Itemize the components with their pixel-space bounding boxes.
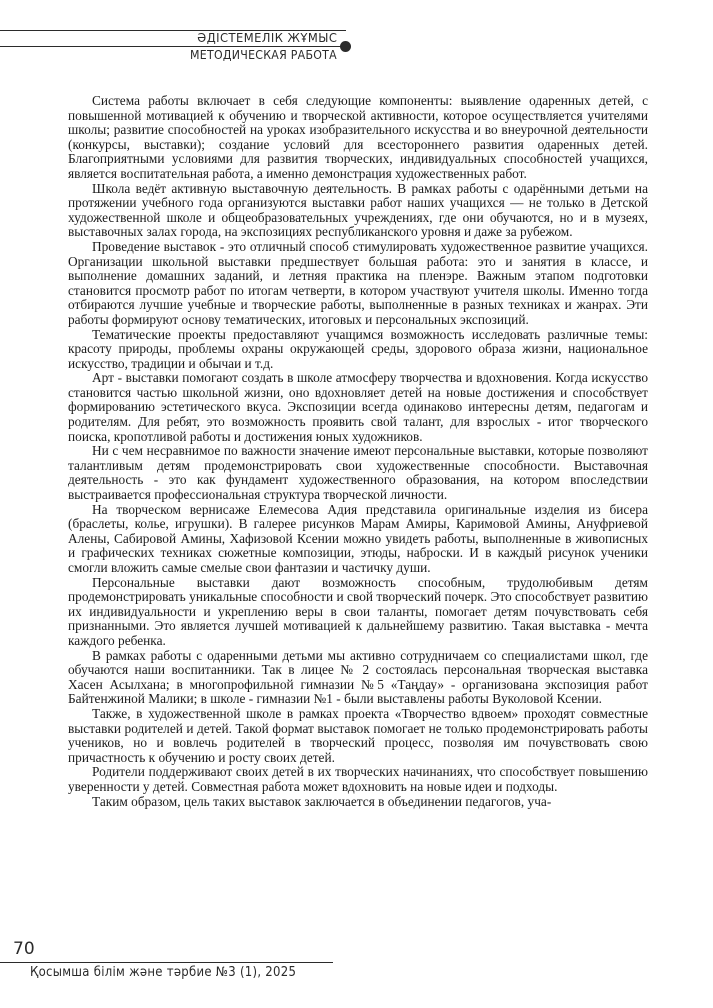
paragraph: Родители поддерживают своих детей в их творческих начинаниях, что способствует повышению уверенности у детей. Совместная работа может вдохновить на новые идеи и подходы. (68, 764, 648, 794)
journal-title: Қосымша білім және тәрбие №3 (1), 2025 (30, 965, 297, 980)
paragraph: Ни с чем несравнимое по важности значение имеют персональные выставки, которые позволяют талантливым детям продемонстрировать свои художественные способности. Выставочная деятельность - это как фундамент художественного образования, на котором впоследствии выстраивается профессиональная структура творческой личности. (68, 443, 648, 503)
paragraph: В рамках работы с одаренными детьми мы активно сотрудничаем со специалистами школ, где обучаются наши воспитанники. Так в лицее № 2 состоялась персональная творческая выставка Хасен Асылхана; в многопрофильной гимназии №5 «Таңдау» - организована экспозиция работ Байтенжиной Малики; в школе - гимназии №1 - были выставлены работы Вуколовой Ксении. (68, 647, 648, 707)
paragraph: Проведение выставок - это отличный способ стимулировать художественное развитие учащихся. Организации школьной выставки предшествует большая работа: это и занятия в классе, и выполнение домашних заданий, и летняя практика на пленэре. Важным этапом подготовки становится просмотр работ по итогам четверти, в котором участвуют учителя школы. Именно тогда отбираются лучшие учебные и творческие работы, выполненные в разных техниках и жанрах. Эти работы формируют основу тематических, итоговых и персональных экспозиций. (68, 238, 648, 327)
paragraph: Персональные выставки дают возможность способным, трудолюбивым детям продемонстрировать уникальные способности и свой творческий почерк. Это способствует развитию их индивидуальности и укреплению веры в свои таланты, помогает детям почувствовать себя признанными. Это является лучшей мотивацией к дальнейшему развитию. Такая выставка - мечта каждого ребенка. (68, 574, 648, 648)
paragraph: Арт - выставки помогают создать в школе атмосферу творчества и вдохновения. Когда искусство становится частью школьной жизни, оно вдохновляет детей на новые достижения и способствует формированию эстетического вкуса. Экспозиции всегда одинаково интересны детям, педагогам и родителям. Для ребят, это возможность проявить свой талант, для взрослых - итог творческого поиска, кропотливой работы и достижения юных художников. (68, 370, 648, 444)
header-section-ru: МЕТОДИЧЕСКАЯ РАБОТА (190, 47, 337, 62)
paragraph: Система работы включает в себя следующие компоненты: выявление одаренных детей, с повышенной мотивацией к обучению и творческой активности, которое осуществляется учителями школы; развитие способностей на уроках изобразительного искусства и во внеурочной деятельности (конкурсы, выставки); создание условий для всестороннего развития одаренных детей. Благоприятными условиями для развития творческих, индивидуальных способностей учащихся, является воспитательная работа, а именно демонстрация художественных работ. (68, 93, 648, 181)
page-number: 70 (13, 939, 35, 959)
header-section-kz: ӘДІСТЕМЕЛІК ЖҰМЫС (196, 30, 337, 45)
paragraph: Также, в художественной школе в рамках проекта «Творчество вдвоем» проходят совместные выставки родителей и детей. Такой формат выставок помогает не только продемонстрировать работы учеников, но и вовлечь родителей в творческий процесс, позволяя им почувствовать свою причастность к обучению и росту своих детей. (68, 705, 648, 765)
paragraph: Тематические проекты предоставляют учащимся возможность исследовать различные темы: красоту природы, проблемы охраны окружающей среды, здорового образа жизни, национальное искусство, традиции и обычаи и т.д. (68, 326, 648, 371)
header-dot-icon (340, 41, 351, 52)
footer-rule (0, 962, 333, 963)
paragraph: На творческом вернисаже Елемесова Адия представила оригинальные изделия из бисера (браслеты, колье, игрушки). В галерее рисунков Марам Амиры, Каримовой Амины, Ануфриевой Алены, Сабировой Амины, Хафизовой Ксении можно увидеть работы, выполненные в живописных и графических техниках сюжетные композиции, этюды, наброски. И в каждый рисунок ученики смогли вложить самые смелые свои фантазии и частичку души. (68, 501, 648, 575)
paragraph: Таким образом, цель таких выставок заключается в объединении педагогов, уча- (92, 793, 552, 809)
paragraph: Школа ведёт активную выставочную деятельность. В рамках работы с одарёнными детьми на протяжении учебного года организуются выставки работ наших учащихся — не только в Детской художественной школе и общеобразовательных учреждениях, где они обучаются, но и в музеях, выставочных залах города, на экспозициях республиканского уровня и даже за рубежом. (68, 180, 648, 240)
article-body (68, 94, 648, 809)
